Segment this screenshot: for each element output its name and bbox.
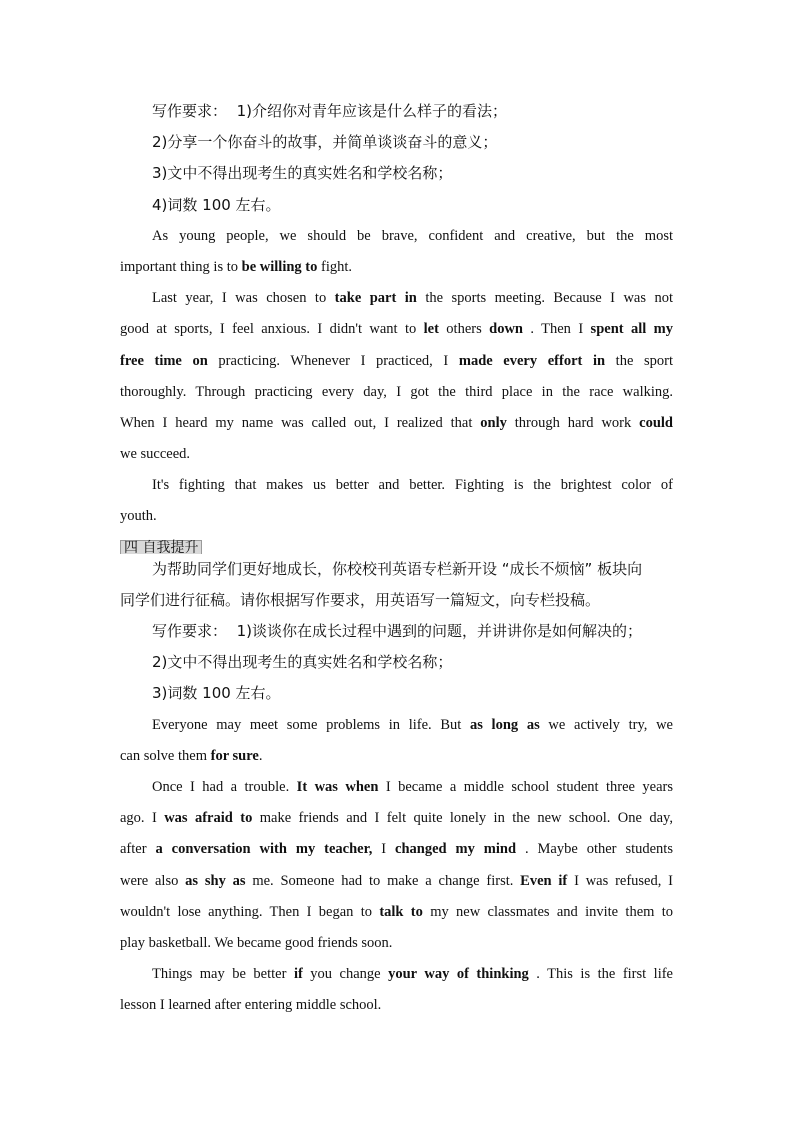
requirement-item: 1)介绍你对青年应该是什么样子的看法； (236, 102, 507, 120)
key-phrase: down (489, 321, 523, 338)
essay-line (120, 803, 673, 834)
key-phrase: only (480, 414, 507, 431)
key-phrase: was afraid to (164, 810, 253, 827)
essay-line (120, 959, 673, 990)
text: . Then I (523, 321, 591, 338)
key-phrase: as shy as (185, 872, 246, 889)
text: fight. (317, 258, 353, 275)
key-phrase: if (293, 966, 303, 983)
essay-line (120, 741, 673, 772)
text: were also (120, 872, 186, 889)
essay-line (120, 772, 673, 803)
text: we actively try, we (539, 716, 673, 733)
essay-line (120, 314, 673, 345)
requirement-item: 1)谈谈你在成长过程中遇到的问题，并讲讲你是如何解决的； (236, 622, 642, 640)
key-phrase: talk to (379, 903, 423, 920)
text: I (372, 841, 396, 858)
essay-line (120, 928, 673, 959)
text: the sports meeting. Because I was not (416, 290, 673, 307)
text: the sport (605, 352, 673, 369)
key-phrase: could (639, 414, 673, 431)
requirements-line (120, 96, 673, 127)
text: make friends and I felt quite lonely in the new school. One day, (252, 810, 673, 827)
key-phrase: changed my mind (395, 841, 517, 858)
requirements-label: 写作要求： (152, 622, 228, 640)
requirements-line (120, 616, 673, 647)
essay-line (120, 221, 673, 252)
text: we succeed. (120, 446, 191, 463)
key-phrase: your way of thinking (388, 966, 529, 983)
text: Once I had a trouble. (152, 778, 297, 795)
requirement-item: 2)文中不得出现考生的真实姓名和学校名称； (152, 653, 453, 672)
text: good at sports, I feel anxious. I didn't want to (120, 321, 424, 338)
text: lesson I learned after entering middle school. (120, 997, 382, 1014)
essay-line (120, 710, 673, 741)
text: important thing is to (120, 258, 242, 275)
requirements-label: 写作要求： (152, 102, 228, 120)
section-heading-line (120, 533, 673, 554)
text: Last year, I was chosen to (152, 290, 335, 307)
text: Things may be better (152, 966, 294, 983)
text: ago. I (120, 810, 165, 827)
text: thoroughly. Through practicing every day, I got the third place in the race walking. (120, 383, 673, 400)
text: I was refused, I (567, 872, 673, 889)
text: . Maybe other students (516, 841, 673, 858)
key-phrase: spent all my (590, 321, 673, 338)
essay-line (120, 408, 673, 439)
task-line: 为帮助同学们更好地成长，你校校刊英语专栏新开设 “成长不烦恼” 板块向 (152, 559, 643, 578)
section-heading: 四 自我提升 (120, 540, 202, 554)
requirement-item: 3)词数 100 左右。 (152, 684, 281, 703)
text: . (258, 747, 263, 764)
essay-line (120, 439, 673, 470)
key-phrase: a conversation with my teacher, (155, 841, 373, 858)
essay-line (120, 377, 673, 408)
key-phrase: Even if (520, 872, 568, 889)
essay-line (120, 834, 673, 865)
essay-line (120, 346, 673, 377)
task-line: 同学们进行征稿。请你根据写作要求，用英语写一篇短文，向专栏投稿。 (120, 590, 601, 609)
text: practicing. Whenever I practiced, I (207, 352, 459, 369)
text: As young people, we should be brave, confident and creative, but the most (152, 227, 673, 244)
essay-line (120, 501, 673, 532)
text: wouldn't lose anything. Then I began to (120, 903, 380, 920)
essay-line (120, 990, 673, 1021)
text: play basketball. We became good friends soon. (120, 934, 393, 951)
key-phrase: free time on (120, 352, 208, 369)
essay-line (120, 283, 673, 314)
text: my new classmates and invite them to (422, 903, 673, 920)
text: through hard work (506, 414, 640, 431)
requirement-item: 4)词数 100 左右。 (152, 195, 281, 214)
text: me. Someone had to make a change first. (245, 872, 521, 889)
text: youth. (120, 508, 157, 525)
key-phrase: take part in (334, 290, 417, 307)
requirement-item: 3)文中不得出现考生的真实姓名和学校名称； (152, 164, 453, 183)
text: can solve them (120, 747, 211, 764)
text: Everyone may meet some problems in life. But (152, 716, 470, 733)
text: I became a middle school student three years (378, 778, 673, 795)
key-phrase: It was when (296, 778, 379, 795)
essay-line (120, 866, 673, 897)
essay-line (120, 470, 673, 501)
text: When I heard my name was called out, I realized that (120, 414, 481, 431)
document-page (120, 96, 673, 1021)
text: you change (302, 966, 389, 983)
key-phrase: be willing to (241, 258, 318, 275)
text: . This is the first life (528, 966, 673, 983)
text: It's fighting that makes us better and better. Fighting is the brightest color of (152, 477, 673, 494)
key-phrase: let (423, 321, 439, 338)
requirement-item: 2)分享一个你奋斗的故事，并简单谈谈奋斗的意义； (152, 133, 498, 152)
key-phrase: made every effort in (458, 352, 606, 369)
essay-line (120, 897, 673, 928)
text: others (438, 321, 490, 338)
key-phrase: as long as (469, 716, 540, 733)
text: after (120, 841, 156, 858)
key-phrase: for sure (210, 747, 259, 764)
essay-line (120, 252, 673, 283)
